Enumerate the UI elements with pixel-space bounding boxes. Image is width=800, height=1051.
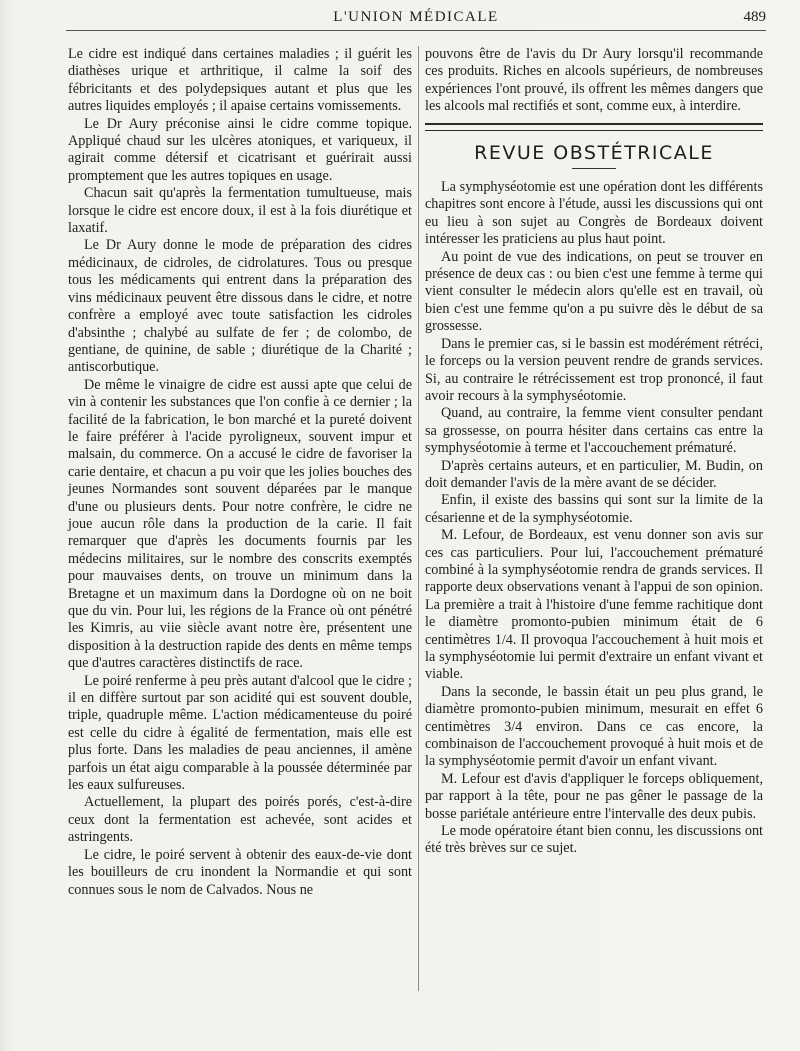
paragraph: D'après certains auteurs, et en particulier, M. Budin, on doit demander l'avis de la mère avant de se décider.: [425, 457, 763, 491]
section-heading: REVUE OBSTÉTRICALE: [474, 141, 714, 164]
paragraph: Le Dr Aury donne le mode de préparation des cidres médicinaux, de cidroles, de cidrolatures. Tous ou presque tous les médicaments qui entrent dans la préparation des vins médicinaux peuvent être dissous dans le cidre, et notre confrère a employé avec toute satisfaction les cidroles d'absinthe ; chalybé au sulfate de fer ; de colombo, de gentiane, de quinine, de sable ; diurétique de la Charité ; antiscorbutique.: [68, 237, 412, 376]
paragraph: pouvons être de l'avis du Dr Aury lorsqu'il recommande ces produits. Riches en alcools supérieurs, de nombreuses expériences l'ont prouvé, ils offrent les mêmes dangers que les alcools mal rectifiés et sont, comme eux, à interdire.: [425, 46, 763, 115]
journal-title: L'UNION MÉDICALE: [333, 9, 499, 25]
paragraph: Dans la seconde, le bassin était un peu plus grand, le diamètre promonto-pubien minimum, mesurait en effet 6 centimètres 3/4 environ. Dans ce cas encore, la combinaison de l'accouchement provoqué à huit mois et de la symphyséotomie permit d'avoir un enfant vivant.: [425, 683, 763, 770]
paragraph: Actuellement, la plupart des poirés porés, c'est-à-dire ceux dont la fermentation est achevée, sont acides et astringents.: [68, 794, 412, 846]
paragraph: Quand, au contraire, la femme vient consulter pendant sa grossesse, on pourra hésiter dans certains cas entre la symphyséotomie à terme et l'accouchement prématuré.: [425, 405, 763, 457]
page-number: 489: [743, 9, 766, 25]
paragraph: Chacun sait qu'après la fermentation tumultueuse, mais lorsque le cidre est encore doux, il est à la fois diurétique et laxatif.: [68, 185, 412, 237]
paragraph: M. Lefour est d'avis d'appliquer le forceps obliquement, par rapport à la tête, pour ne pas gêner le passage de la bosse pariétale antérieure entre l'intervalle des deux pubis.: [425, 770, 763, 822]
paragraph: Le mode opératoire étant bien connu, les discussions ont été très brèves sur ce sujet.: [425, 823, 763, 857]
paragraph: Le Dr Aury préconise ainsi le cidre comme topique. Appliqué chaud sur les ulcères atoniques, et variqueux, il agirait comme détersif et cicatrisant et guérirait aussi promptement que les autres topiques en usage.: [68, 115, 412, 184]
column-divider: [418, 46, 419, 991]
paragraph: Le poiré renferme à peu près autant d'alcool que le cidre ; il en diffère surtout par son acidité qui est souvent double, triple, quadruple même. L'action médicamenteuse du poiré est celle du cidre à égalité de fermentation, mais elle est plus forte. Dans les maladies de peau anciennes, il amène parfois un état aigu comparable à la poussée déterminée par les eaux sulfureuses.: [68, 672, 412, 794]
left-column: [68, 46, 412, 899]
paragraph: La symphyséotomie est une opération dont les différents chapitres sont encore à l'étude, aussi les discussions qui ont eu lieu à son sujet au Congrès de Bordeaux doivent intéresser les praticiens au plus haut point.: [425, 179, 763, 248]
paragraph: De même le vinaigre de cidre est aussi apte que celui de vin à contenir les substances que l'on confie à ce dernier ; la facilité de la fabrication, le bon marché et la pureté doivent le faire préférer à l'acide pyroligneux, souvent impur et malsain, du commerce. On a accusé le cidre de favoriser la carie dentaire, et chacun a pu voir que les jolies bouches des jeunes Normandes sont souvent déparées par le manque d'une ou plusieurs dents. Pour notre confrère, le cidre ne joue aucun rôle dans la production de la carie. Il fait remarquer que d'après les documents fournis par les médecins militaires, sur le nombre des conscrits exemptés pour mauvaises dents, on trouve un minimum dans la Bretagne et un maximum dans la Dordogne où on ne boit que du vin. Pour lui, les régions de la France où ont pénétré les Kimris, au viie siècle avant notre ère, présentent une disposition à la destruction rapide des dents en même temps que d'autres caractères distinctifs de race.: [68, 376, 412, 672]
paragraph: Le cidre, le poiré servent à obtenir des eaux-de-vie dont les bouilleurs de cru inondent la Normandie et qui sont connues sous le nom de Calvados. Nous ne: [68, 846, 412, 898]
paragraph: Enfin, il existe des bassins qui sont sur la limite de la césarienne et de la symphyséotomie.: [425, 492, 763, 526]
paragraph: Au point de vue des indications, on peut se trouver en présence de deux cas : ou bien c'est une femme à terme qui vient consulter le médecin alors qu'elle est en travail, où bien c'est une femme qu'on a pu suivre dès le début de sa grossesse.: [425, 248, 763, 335]
section-separator: [425, 123, 763, 131]
paragraph: M. Lefour, de Bordeaux, est venu donner son avis sur ces cas particuliers. Pour lui, l'accouchement prématuré combiné à la symphyséotomie rendra de grands services. Il rapporte deux observations venant à l'appui de son opinion. La première a trait à l'histoire d'une femme rachitique dont le diamètre promonto-pubien minimum était de 6 centimètres 1/4. Il provoqua l'accouchement à huit mois et la symphyséotomie lui permit d'extraire un enfant vivant et viable.: [425, 527, 763, 683]
paragraph: Dans le premier cas, si le bassin est modérément rétréci, le forceps ou la version peuvent rendre de grands services. Si, au contraire le rétrécissement est trop prononcé, il faut avoir recours à la symphyséotomie.: [425, 335, 763, 404]
right-column: [425, 46, 763, 858]
heading-rule: [572, 168, 616, 169]
running-header: [66, 8, 766, 31]
paragraph: Le cidre est indiqué dans certaines maladies ; il guérit les diathèses urique et arthritique, il calme la soif des fébricitants et des polydepsiques autant et plus que les autres liquides employés ; il apaise certains vomissements.: [68, 46, 412, 115]
